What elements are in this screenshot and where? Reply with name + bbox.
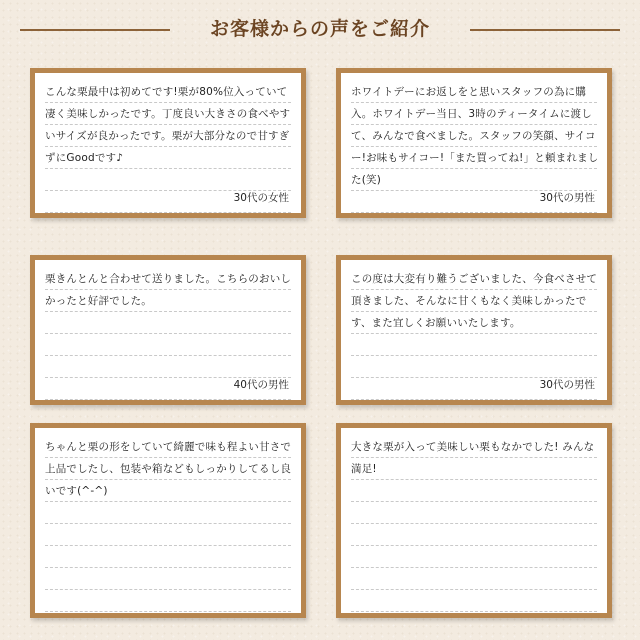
review-card [30,68,306,218]
ruled-line [45,590,291,612]
review-text: こんな栗最中は初めてです!栗が80%位入っていて凄く美味しかったです。丁度良い大きさの食べやすいサイズが良かったです。栗が大部分なので甘すぎずにGoodです♪ [45,86,291,164]
ruled-line [351,546,597,568]
review-text: この度は大変有り難うございました、今食べさせて頂きました、そんなに甘くもなく美味しかったです、また宜しくお願いいたします。 [351,273,598,329]
review-card [30,423,306,618]
ruled-line [351,590,597,612]
review-card [30,255,306,405]
review-author: 40代の男性 [233,379,289,391]
ruled-line [45,356,291,378]
review-text: 栗きんとんと合わせて送りました。こちらのおいしかったと好評でした。 [45,273,292,307]
review-text: ちゃんと栗の形をしていて綺麗で味も程よい甘さで上品でしたし、包装や箱などもしっかりしてるし良いです(^-^) [45,441,292,497]
review-text: ホワイトデーにお返しをと思いスタッフの為に購入。ホワイトデー当日、3時のティータイムに渡して、みんなで食べました。スタッフの笑顔、サイコー!お味もサイコー!「また買ってね!」と頼まれました(笑) [351,86,599,186]
ruled-line [45,334,291,356]
header-divider-right [470,29,620,31]
review-card [336,255,612,405]
review-card [336,68,612,218]
ruled-line [45,502,291,524]
ruled-line [351,524,597,546]
page-title: お客様からの声をご紹介 [209,18,430,40]
ruled-line [351,356,597,378]
header-divider-left [20,29,170,31]
ruled-line [351,334,597,356]
review-author: 30代の女性 [233,192,289,204]
ruled-line [351,480,597,502]
ruled-line [45,169,291,191]
ruled-line [45,568,291,590]
ruled-line [45,546,291,568]
review-card [336,423,612,618]
ruled-line [351,568,597,590]
section-header [0,12,640,46]
review-author: 30代の男性 [539,192,595,204]
ruled-line [351,502,597,524]
review-author: 30代の男性 [539,379,595,391]
ruled-line [45,524,291,546]
review-text: 大きな栗が入って美味しい栗もなかでした! みんな満足! [351,441,595,475]
ruled-line [45,312,291,334]
